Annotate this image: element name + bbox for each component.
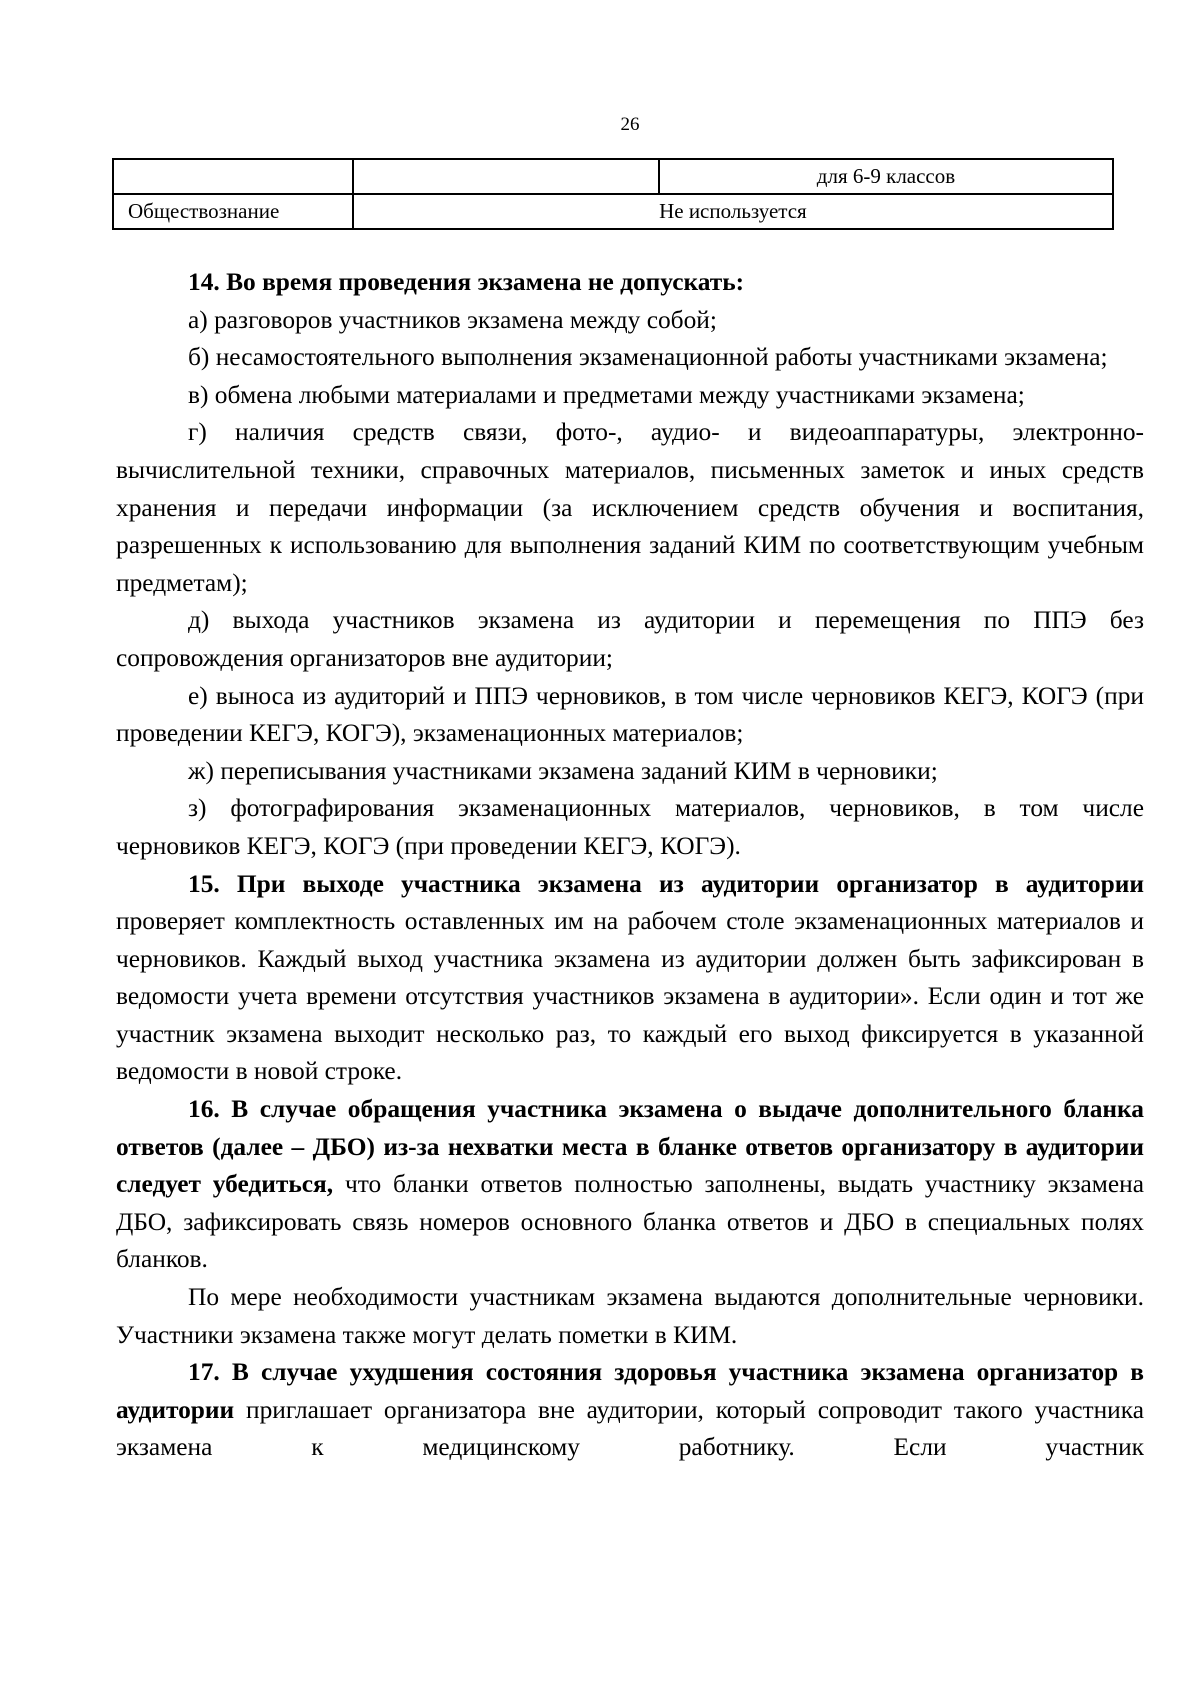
subjects-table — [112, 158, 1114, 230]
section-16-text: что бланки ответов полностью заполнены, выдать участнику экзамена ДБО, зафиксировать связь номеров основного бланка ответов и ДБО в специальных полях бланков. — [116, 1170, 1144, 1274]
list-item-b: б) несамостоятельного выполнения экзаменационной работы участниками экзамена; — [188, 343, 1108, 372]
table-cell-value: Не используется — [353, 194, 1113, 229]
document-body — [116, 264, 1144, 1467]
table-cell-subject: Обществознание — [113, 194, 353, 229]
list-item-z: з) фотографирования экзаменационных материалов, черновиков, в том числе черновиков КЕГЭ, КОГЭ (при проведении КЕГЭ, КОГЭ). — [116, 794, 1144, 860]
list-item-e: е) выноса из аудиторий и ППЭ черновиков, в том числе черновиков КЕГЭ, КОГЭ (при проведении КЕГЭ, КОГЭ), экзаменационных материалов; — [116, 681, 1144, 748]
list-item-a: а) разговоров участников экзамена между собой; — [188, 305, 717, 334]
list-item-g: г) наличия средств связи, фото-, аудио- и видеоаппаратуры, электронно-вычислительной техники, справочных материалов, письменных заметок и иных средств хранения и передачи информации (за исключением средств обучения и воспитания, разрешенных к использованию для выполнения заданий КИМ по соответствующим учебным предметам); — [116, 418, 1144, 597]
section-16-extra: По мере необходимости участникам экзамена выдаются дополнительные черновики. Участники экзамена также могут делать пометки в КИМ. — [116, 1283, 1144, 1349]
section-17-bold: 17. В случае ухудшения состояния здоровья участника экзамена организатор в аудитории — [116, 1358, 1144, 1424]
list-item-d: д) выхода участников экзамена из аудитории и перемещения по ППЭ без сопровождения организаторов вне аудитории; — [116, 606, 1144, 672]
table-cell — [353, 159, 659, 194]
table-row — [113, 194, 1113, 229]
section-15-text: проверяет комплектность оставленных им на рабочем столе экзаменационных материалов и черновиков. Каждый выход участника экзамена из аудитории должен быть зафиксирован в ведомости учета времени отсутствия участников экзамена в аудитории». Если один и тот же участник экзамена выходит несколько раз, то каждый его выход фиксируется в указанной ведомости в новой строке. — [116, 907, 1144, 1086]
section-15-bold: 15. При выходе участника экзамена из аудитории организатор в аудитории — [188, 869, 1144, 898]
page-number: 26 — [620, 114, 640, 135]
section-17 — [116, 1354, 1144, 1467]
list-item-v: в) обмена любыми материалами и предметами между участниками экзамена; — [188, 380, 1025, 409]
section-16-bold: 16. В случае обращения участника экзамена о выдаче дополнительного бланка ответов (далее – ДБО) из-за нехватки места в бланке ответов организатору в аудитории следует убедиться, — [116, 1095, 1144, 1199]
section-14-title: 14. Во время проведения экзамена не допускать: — [188, 268, 745, 296]
table-cell — [113, 159, 353, 194]
section-17-text: приглашает организатора вне аудитории, который сопроводит такого участника экзамена к медицинскому работнику. Если участник — [116, 1395, 1144, 1462]
section-14-heading — [116, 264, 1144, 302]
section-16 — [116, 1091, 1144, 1279]
list-item-zh: ж) переписывания участниками экзамена заданий КИМ в черновики; — [188, 756, 938, 785]
section-15 — [116, 866, 1144, 1092]
table-cell: для 6-9 классов — [659, 159, 1113, 194]
table-row — [113, 159, 1113, 194]
